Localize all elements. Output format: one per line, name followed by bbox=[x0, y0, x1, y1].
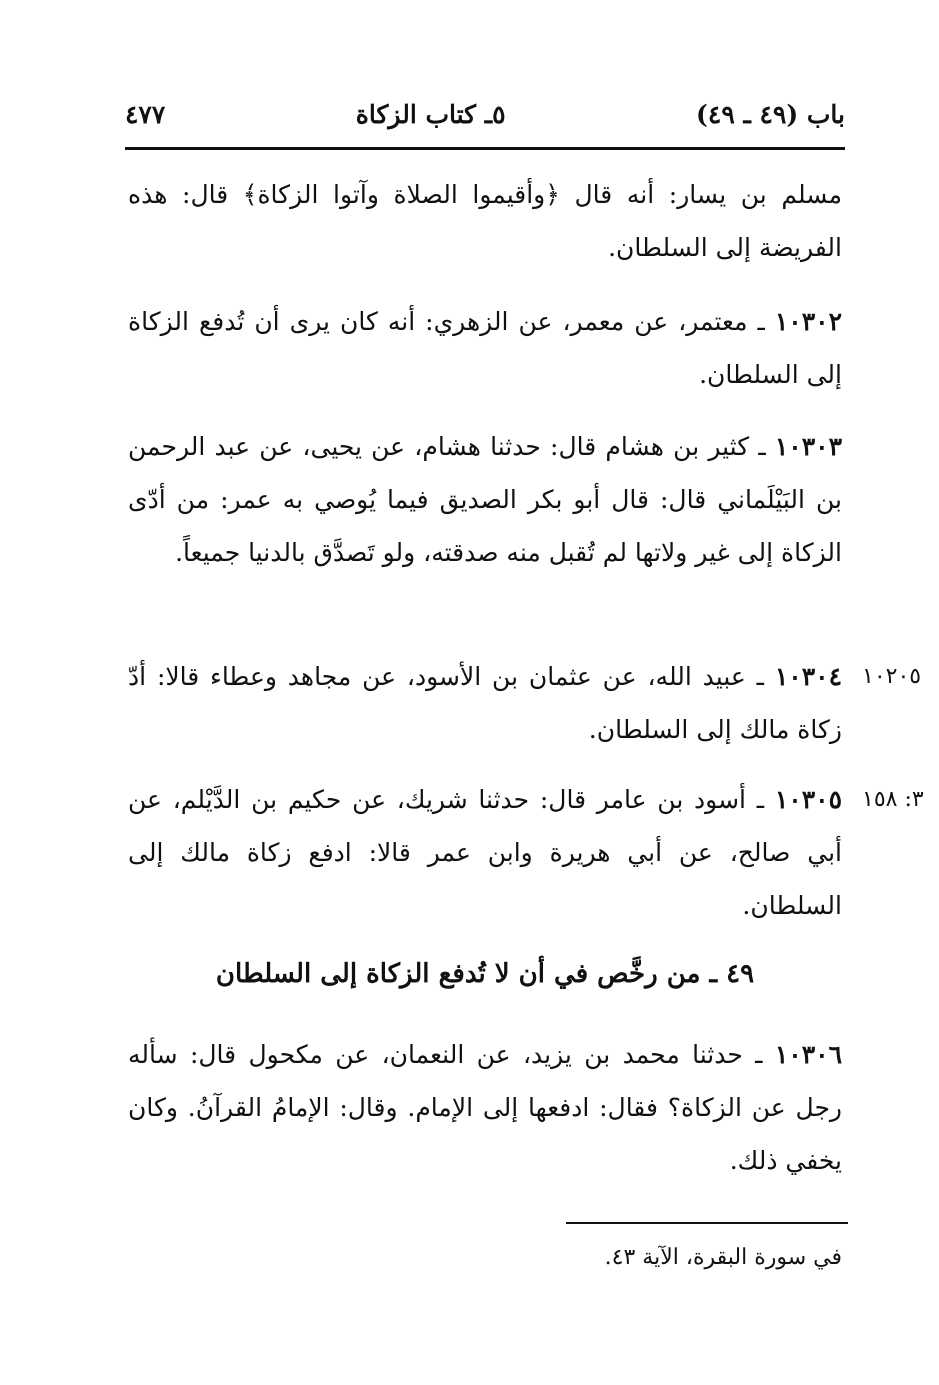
hadith-number: ١٠٣٠٦ bbox=[774, 1040, 842, 1069]
page-header bbox=[125, 92, 845, 136]
chapter-label: باب (٤٩ ـ ٤٩) bbox=[696, 99, 845, 129]
section-heading: ٤٩ ـ من رخَّص في أن لا تُدفع الزكاة إلى السلطان bbox=[215, 959, 755, 989]
hadith-text: ـ معتمر، عن معمر، عن الزهري: أنه كان يرى أن تُدفع الزكاة إلى السلطان. bbox=[128, 307, 842, 389]
hadith-10304 bbox=[128, 650, 842, 756]
footnote-divider bbox=[566, 1222, 848, 1224]
hadith-number: ١٠٣٠٢ bbox=[774, 307, 842, 336]
hadith-text: ـ عبيد الله، عن عثمان بن الأسود، عن مجاهد وعطاء قالا: أدّ زكاة مالك إلى السلطان. bbox=[128, 662, 842, 744]
hadith-number: ١٠٣٠٤ bbox=[774, 662, 842, 691]
book-title: ٥ـ كتاب الزكاة bbox=[355, 99, 506, 129]
footnote: في سورة البقرة، الآية ٤٣. bbox=[604, 1245, 842, 1270]
hadith-text: ـ أسود بن عامر قال: حدثنا شريك، عن حكيم بن الدَّيْلم، عن أبي صالح، عن أبي هريرة وابن عمر قالا: ادفع زكاة مالك إلى السلطان. bbox=[128, 785, 842, 920]
margin-reference: ١٠٢٠٥ bbox=[862, 664, 922, 689]
margin-reference: ٣: ١٥٨ bbox=[862, 787, 924, 812]
hadith-text: ـ حدثنا محمد بن يزيد، عن النعمان، عن مكحول قال: سأله رجل عن الزكاة؟ فقال: ادفعها إلى الإمام. وقال: الإمامُ القرآنُ. وكان يخفي ذلك. bbox=[128, 1040, 842, 1175]
hadith-10302 bbox=[128, 295, 842, 401]
paragraph-text: مسلم بن يسار: أنه قال ﴿وأقيموا الصلاة وآتوا الزكاة﴾ قال: هذه الفريضة إلى السلطان. bbox=[128, 180, 842, 262]
page-number: ٤٧٧ bbox=[125, 99, 166, 129]
hadith-10306 bbox=[128, 1028, 842, 1187]
hadith-10305 bbox=[128, 773, 842, 932]
hadith-number: ١٠٣٠٣ bbox=[774, 432, 842, 461]
header-divider bbox=[125, 147, 845, 150]
hadith-number: ١٠٣٠٥ bbox=[774, 785, 843, 814]
hadith-text: ـ كثير بن هشام قال: حدثنا هشام، عن يحيى، عن عبد الرحمن بن البَيْلَماني قال: قال أبو بكر الصديق فيما يُوصي به عمر: من أدّى الزكاة إلى غير ولاتها لم تُقبل منه صدقته، ولو تَصدَّق بالدنيا جميعاً. bbox=[128, 432, 842, 567]
paragraph-continuation bbox=[128, 168, 842, 274]
hadith-10303 bbox=[128, 420, 842, 579]
